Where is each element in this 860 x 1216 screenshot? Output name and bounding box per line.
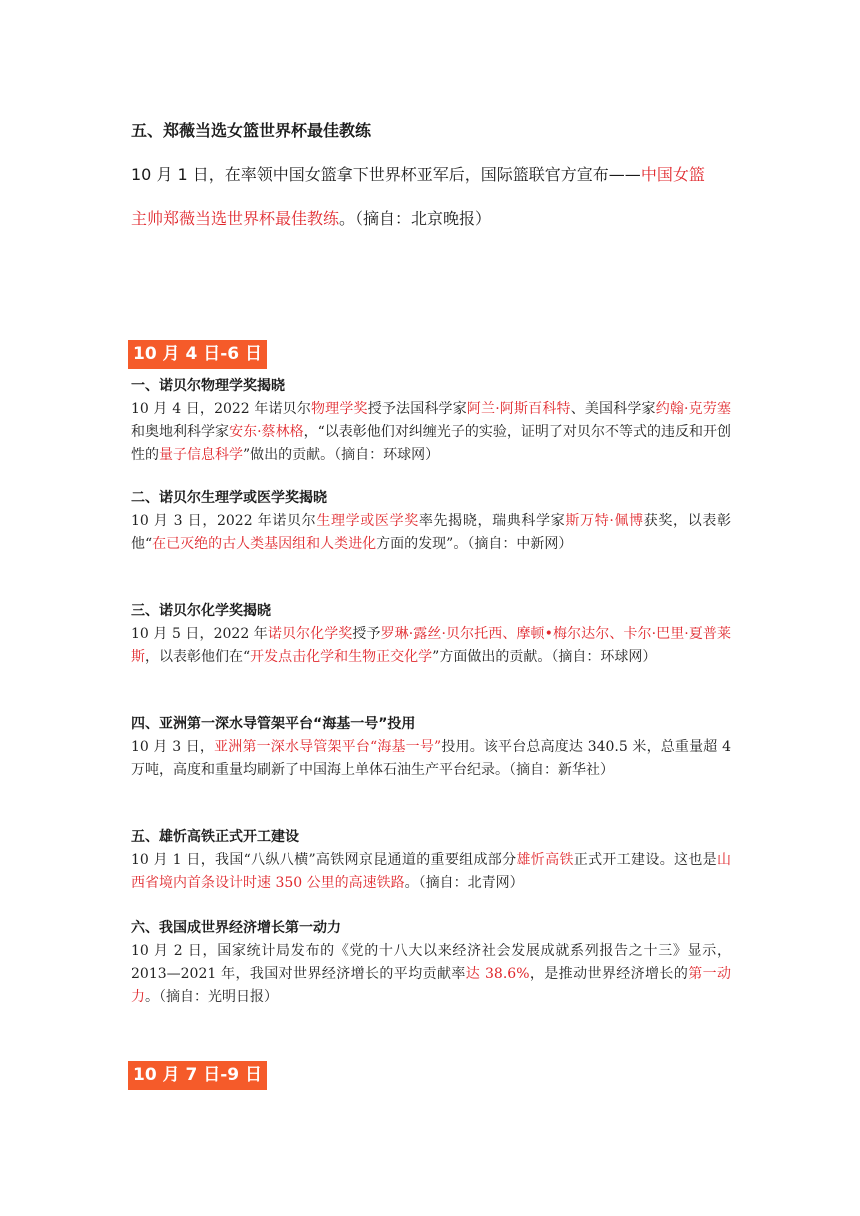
news-item	[131, 600, 731, 669]
news-item	[131, 713, 731, 782]
highlight-text: 约翰·克劳塞	[655, 401, 732, 417]
news-body	[131, 398, 731, 467]
news-title: 一、诺贝尔物理学奖揭晓	[131, 378, 285, 394]
body-text: ，是推动世界经济增长的	[529, 966, 689, 982]
body-text: 投用。该平台总高度达 340.5 米，总重量超 4 万吨，高度和重量均刷新了中国海上单体石油生产平台纪录。（摘自：新华社）	[131, 739, 731, 778]
highlight-text: 诺贝尔化学奖	[267, 626, 353, 642]
date-badge: 10 月 4 日-6 日	[128, 340, 267, 369]
highlight-text: 开发点击化学和生物正交化学	[250, 649, 433, 665]
highlight-text: 雄忻高铁	[516, 852, 574, 868]
paragraph-text: 10 月 1 日，在率领中国女篮拿下世界杯亚军后，国际篮联官方宣布——	[131, 165, 641, 184]
news-item	[131, 375, 731, 467]
highlight-text: 斯万特·佩博	[565, 513, 644, 529]
news-title: 三、诺贝尔化学奖揭晓	[131, 603, 271, 619]
highlight-text: 亚洲第一深水导管架平台“海基一号”	[214, 739, 442, 755]
body-text: 10 月 4 日，2022 年诺贝尔	[131, 401, 312, 417]
body-text: 。（摘自：北青网）	[404, 875, 524, 891]
news-body	[131, 849, 731, 895]
body-text: 10 月 5 日，2022 年	[131, 626, 268, 642]
body-text: 。（摘自：光明日报）	[145, 989, 278, 1005]
body-text: 10 月 3 日，2022 年诺贝尔	[131, 513, 317, 529]
paragraph-line	[131, 206, 491, 229]
body-text: 10 月 2 日，国家统计局发布的《党的十八大以来经济社会发展成就系列报告之十三》显示，2013—2021 年，我国对世界经济增长的平均贡献率	[131, 943, 731, 982]
date-badge: 10 月 7 日-9 日	[128, 1061, 267, 1090]
body-text: 授予法国科学家	[367, 401, 467, 417]
news-title: 二、诺贝尔生理学或医学奖揭晓	[131, 490, 327, 506]
body-text: 方面的发现”。（摘自：中新网）	[376, 536, 573, 552]
highlight-text: 阿兰·阿斯百科特	[466, 401, 571, 417]
news-body	[131, 940, 731, 1009]
highlight-text: 在已灭绝的古人类基因组和人类进化	[152, 536, 377, 552]
body-text: ”做出的贡献。（摘自：环球网）	[243, 447, 440, 463]
highlight-text: 物理学奖	[311, 401, 368, 417]
news-title: 六、我国成世界经济增长第一动力	[131, 920, 341, 936]
body-text: 授予	[352, 626, 381, 642]
news-item	[131, 487, 731, 556]
highlight-text: 山西省境内首条设计时速 350 公里的高速铁路	[131, 852, 732, 891]
body-text: ，以表彰他们在“	[145, 649, 251, 665]
paragraph-text: 。（摘自：北京晚报）	[339, 209, 492, 228]
body-text: ，“以表彰他们对纠缠光子的实验，证明了对贝尔不等式的违反和开创性的	[131, 424, 732, 463]
section-heading: 五、郑薇当选女篮世界杯最佳教练	[131, 121, 372, 140]
news-title: 五、雄忻高铁正式开工建设	[131, 829, 299, 845]
body-text: 、美国科学家	[570, 401, 656, 417]
highlight-text: 第一动力	[131, 966, 732, 1005]
news-body	[131, 736, 731, 782]
body-text: 正式开工建设。这也是	[573, 852, 718, 868]
body-text: 率先揭晓，瑞典科学家	[418, 513, 566, 529]
paragraph-line	[131, 162, 705, 185]
news-item	[131, 917, 731, 1009]
body-text: 10 月 1 日，我国“八纵八横”高铁网京昆通道的重要组成部分	[131, 852, 517, 868]
body-text: ”方面做出的贡献。（摘自：环球网）	[432, 649, 657, 665]
news-body	[131, 510, 731, 556]
highlight-text: 中国女篮	[640, 165, 705, 184]
body-text: 和奥地利科学家	[131, 424, 230, 440]
highlight-text: 安东·蔡林格	[229, 424, 304, 440]
highlight-text: 生理学或医学奖	[316, 513, 419, 529]
news-body	[131, 623, 731, 669]
highlight-text: 罗琳·露丝·贝尔托西、摩顿•梅尔达尔、卡尔·巴里·夏普莱斯	[131, 626, 732, 665]
news-item	[131, 826, 731, 895]
body-text: 获奖，以表彰他“	[131, 513, 732, 552]
highlight-text: 达 38.6%	[465, 966, 530, 982]
news-title: 四、亚洲第一深水导管架平台“海基一号”投用	[131, 716, 416, 732]
body-text: 10 月 3 日，	[131, 739, 215, 755]
highlight-text: 量子信息科学	[159, 447, 243, 463]
highlight-text: 主帅郑薇当选世界杯最佳教练	[131, 209, 340, 228]
